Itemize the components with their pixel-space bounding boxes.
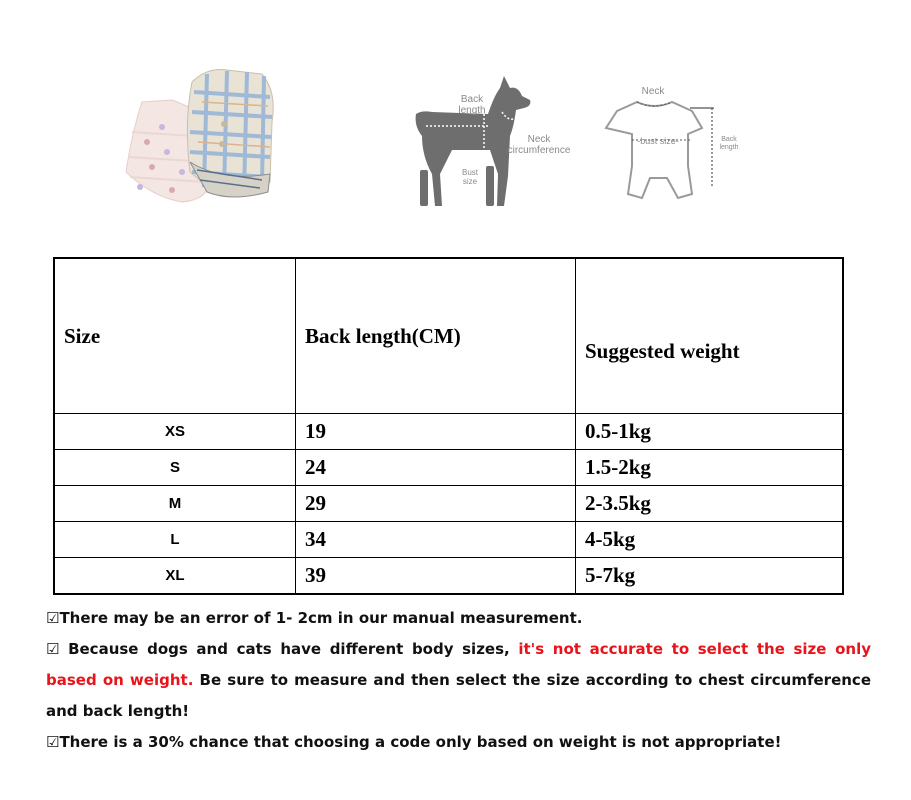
table-row [54,558,843,595]
back-length-garment-label: Back length [719,136,739,151]
garment-outline [606,102,702,198]
bust-size-garment-label: -bust size- [637,136,679,146]
table-row [54,486,843,522]
size-cell: XL [54,558,296,595]
back-length-cell: 34 [296,522,576,558]
table-header-row [54,258,843,414]
back-length-cell: 19 [296,414,576,450]
header-suggested-weight: Suggested weight [576,258,844,414]
size-cell: S [54,450,296,486]
plaid-vest-image [187,70,273,198]
weight-cell: 2-3.5kg [576,486,844,522]
neck-circumference-label: Neck circumference [507,134,571,156]
table-row [54,414,843,450]
weight-cell: 1.5-2kg [576,450,844,486]
back-length-cell: 39 [296,558,576,595]
note-body-size-text: ☑ Because dogs and cats have different body sizes, [46,640,519,658]
size-cell: L [54,522,296,558]
measurement-diagram [392,66,787,241]
weight-cell: 4-5kg [576,522,844,558]
note-measure-advice: Be sure to measure and then select the size according to chest circumference and back length! [46,671,871,720]
note-weight-warning: it's not accurate to select the size only based on weight. [46,640,871,689]
size-cell: XS [54,414,296,450]
bust-size-label: Bust size [461,168,478,186]
table-row [54,450,843,486]
back-length-cell: 29 [296,486,576,522]
dog-measurement-illustration [392,66,787,241]
table-row [54,522,843,558]
note-body-size [46,634,871,727]
note-measurement-error: ☑There may be an error of 1- 2cm in our manual measurement. [46,609,583,627]
back-length-label: Back length [458,94,486,116]
header-size: Size [54,258,296,414]
note-code-chance: ☑There is a 30% chance that choosing a code only based on weight is not appropriate! [46,733,782,751]
neck-label: Neck [641,86,665,97]
weight-cell: 5-7kg [576,558,844,595]
size-chart-table [53,257,844,595]
weight-cell: 0.5-1kg [576,414,844,450]
header-back-length: Back length(CM) [296,258,576,414]
product-photo [112,62,292,212]
size-cell: M [54,486,296,522]
measurement-notes [46,603,871,758]
back-length-cell: 24 [296,450,576,486]
